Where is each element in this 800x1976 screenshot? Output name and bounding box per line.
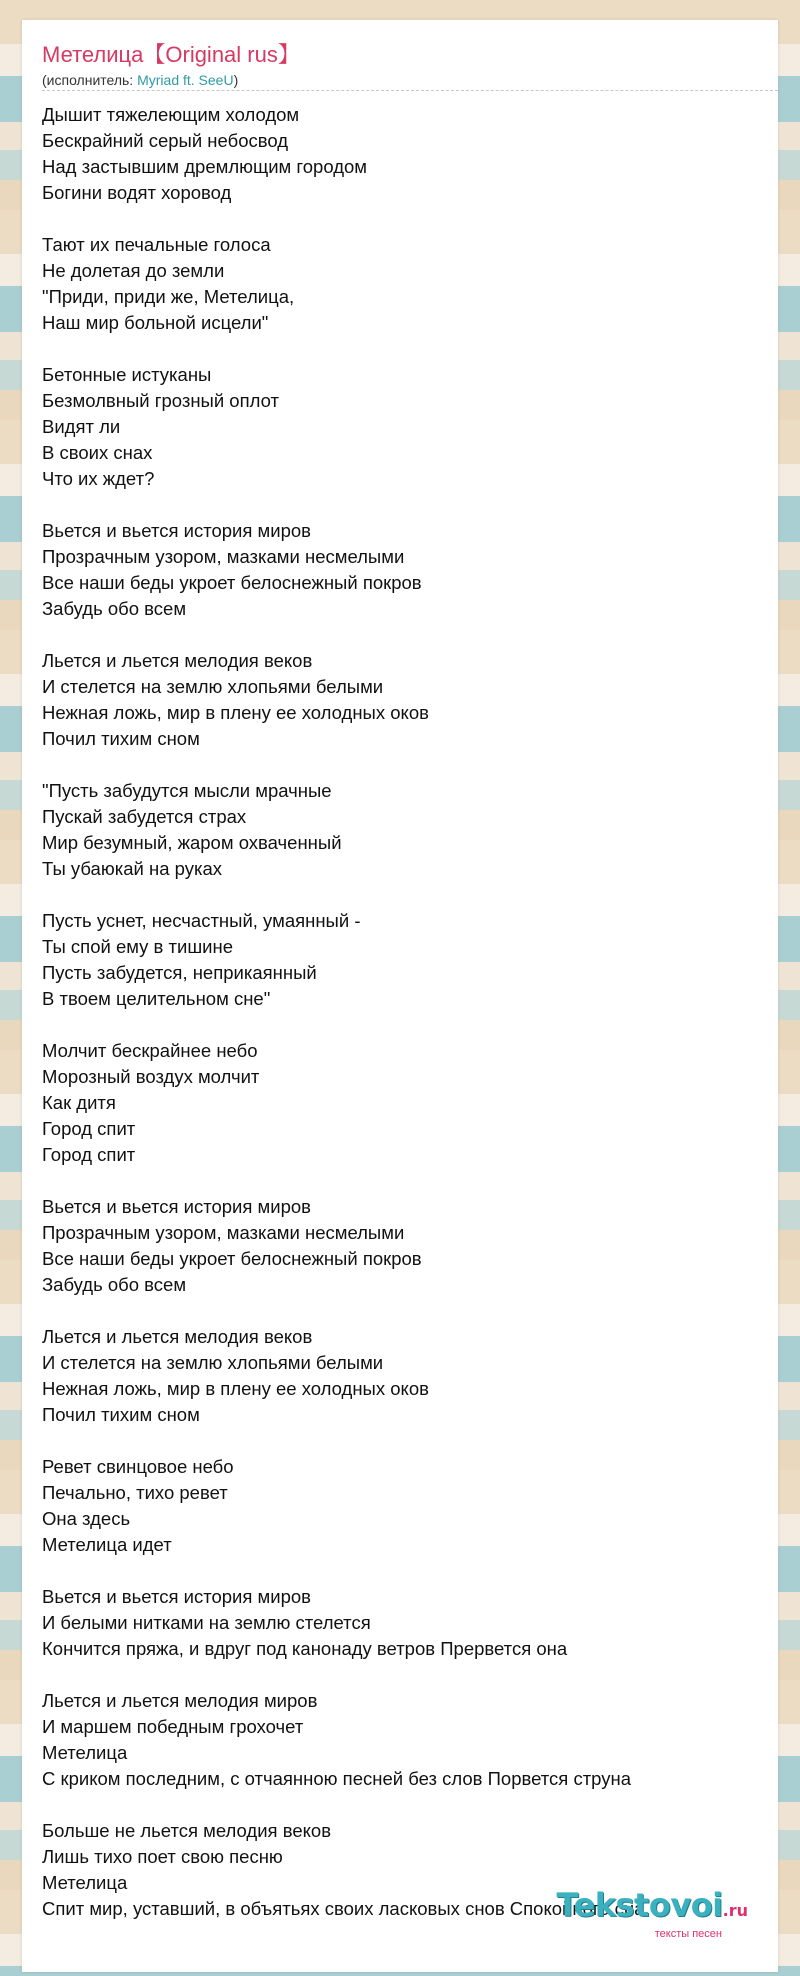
lyric-line: Почил тихим сном [42, 1404, 200, 1425]
lyric-line: "Пусть забудутся мысли мрачные [42, 780, 332, 801]
lyric-line: Вьется и вьется история миров [42, 1196, 311, 1217]
stanza-gap [42, 1012, 772, 1038]
lyric-line: Забудь обо всем [42, 1274, 187, 1295]
lyric-line: Прозрачным узором, мазками несмелыми [42, 546, 405, 567]
header-divider [42, 90, 778, 91]
lyric-line: И белыми нитками на землю стелется [42, 1612, 371, 1633]
logo-main-text: Tekstovoi [556, 1886, 723, 1924]
lyric-line: Бетонные истуканы [42, 364, 212, 385]
lyric-line: Что их ждет? [42, 468, 155, 489]
lyric-line: Молчит бескрайнее небо [42, 1040, 258, 1061]
lyric-line: С криком последним, с отчаянною песней без слов Порвется струна [42, 1768, 632, 1789]
lyric-line: Безмолвный грозный оплот [42, 390, 279, 411]
lyric-line: Нежная ложь, мир в плену ее холодных оков [42, 1378, 429, 1399]
lyric-line: И стелется на землю хлопьями белыми [42, 676, 384, 697]
song-title: Метелица【Original rus】 [42, 42, 300, 67]
lyrics-body [42, 102, 772, 1922]
lyric-line: И маршем победным грохочет [42, 1716, 304, 1737]
lyric-line: Метелица [42, 1872, 128, 1893]
lyric-line: Спит мир, уставший, в объятьях своих ласковых снов Спокойного сна [42, 1898, 645, 1919]
stanza-gap [42, 752, 772, 778]
stanza-gap [42, 206, 772, 232]
lyric-line: Почил тихим сном [42, 728, 200, 749]
lyric-line: Метелица [42, 1742, 128, 1763]
lyric-line: Забудь обо всем [42, 598, 187, 619]
lyric-line: Мир безумный, жаром охваченный [42, 832, 342, 853]
lyric-line: Льется и льется мелодия веков [42, 650, 313, 671]
lyric-line: Льется и льется мелодия веков [42, 1326, 313, 1347]
stanza-gap [42, 1168, 772, 1194]
lyric-line: Больше не льется мелодия веков [42, 1820, 332, 1841]
lyric-line: Льется и льется мелодия миров [42, 1690, 318, 1711]
lyric-line: Кончится пряжа, и вдруг под канонаду ветров Прервется она [42, 1638, 568, 1659]
lyric-line: Не долетая до земли [42, 260, 225, 281]
lyric-line: Метелица идет [42, 1534, 172, 1555]
artist-suffix: ) [233, 72, 239, 88]
lyric-line: Бескрайний серый небосвод [42, 130, 289, 151]
lyric-line: Наш мир больной исцели" [42, 312, 269, 333]
logo-wordmark [548, 1888, 748, 1928]
lyrics-card [22, 20, 778, 1972]
lyric-line: Город спит [42, 1118, 136, 1139]
lyric-line: Морозный воздух молчит [42, 1066, 260, 1087]
logo-tagline: тексты песен [654, 1928, 722, 1940]
stanza-gap [42, 492, 772, 518]
lyric-line: Над застывшим дремлющим городом [42, 156, 368, 177]
lyric-line: "Приди, приди же, Метелица, [42, 286, 295, 307]
artist-prefix: (исполнитель: [42, 72, 138, 88]
lyric-line: Нежная ложь, мир в плену ее холодных оков [42, 702, 429, 723]
lyric-line: Пусть уснет, несчастный, умаянный - [42, 910, 361, 931]
lyric-line: Ты спой ему в тишине [42, 936, 234, 957]
lyric-line: Она здесь [42, 1508, 131, 1529]
lyric-line: Прозрачным узором, мазками несмелыми [42, 1222, 405, 1243]
logo-domain-suffix: .ru [722, 1901, 748, 1920]
stanza-gap [42, 1792, 772, 1818]
lyric-line: Видят ли [42, 416, 121, 437]
lyric-line: Как дитя [42, 1092, 116, 1113]
stanza-gap [42, 882, 772, 908]
lyric-line: И стелется на землю хлопьями белыми [42, 1352, 384, 1373]
lyric-line: Пускай забудется страх [42, 806, 247, 827]
lyric-line: Ревет свинцовое небо [42, 1456, 234, 1477]
stanza-gap [42, 1428, 772, 1454]
lyric-line: Богини водят хоровод [42, 182, 232, 203]
lyric-line: Ты убаюкай на руках [42, 858, 222, 879]
lyric-line: Печально, тихо ревет [42, 1482, 228, 1503]
site-logo[interactable] [548, 1888, 748, 1938]
song-header [42, 40, 778, 91]
lyric-line: Дышит тяжелеющим холодом [42, 104, 300, 125]
stanza-gap [42, 1662, 772, 1688]
artist-line [42, 70, 778, 90]
lyric-line: Все наши беды укроет белоснежный покров [42, 572, 422, 593]
lyric-line: В твоем целительном сне" [42, 988, 271, 1009]
lyric-line: Город спит [42, 1144, 136, 1165]
lyric-line: Вьется и вьется история миров [42, 1586, 311, 1607]
stanza-gap [42, 1298, 772, 1324]
lyric-line: Лишь тихо поет свою песню [42, 1846, 283, 1867]
stanza-gap [42, 336, 772, 362]
lyric-line: Все наши беды укроет белоснежный покров [42, 1248, 422, 1269]
stanza-gap [42, 1558, 772, 1584]
lyric-line: Вьется и вьется история миров [42, 520, 311, 541]
lyric-line: Тают их печальные голоса [42, 234, 271, 255]
lyric-line: Пусть забудется, неприкаянный [42, 962, 317, 983]
stanza-gap [42, 622, 772, 648]
artist-link[interactable]: Myriad ft. SeeU [137, 72, 234, 88]
lyric-line: В своих снах [42, 442, 153, 463]
